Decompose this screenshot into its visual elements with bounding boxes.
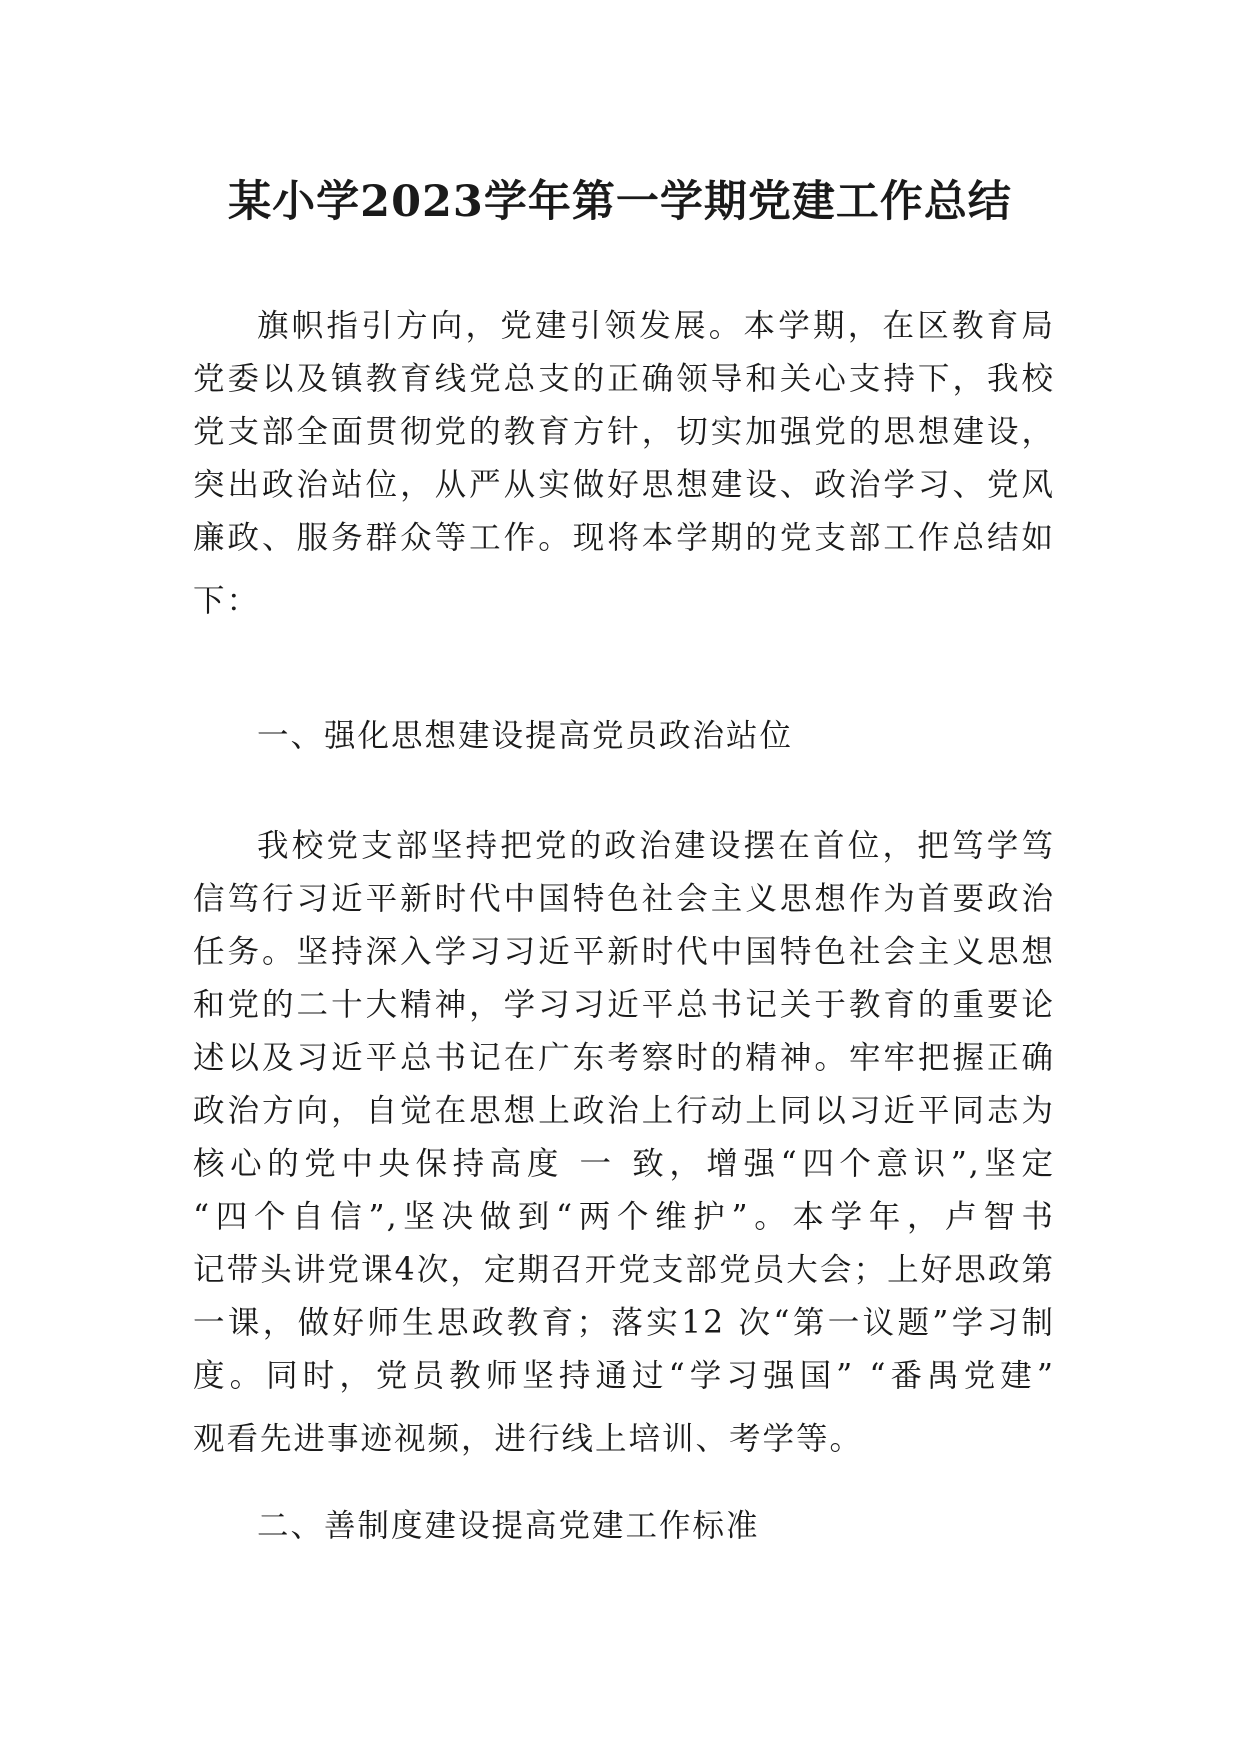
paragraph-line: 一课，做好师生思政教育；落实12 次“第一议题”学习制: [193, 1305, 1055, 1341]
paragraph-line: 观看先进事迹视频，进行线上培训、考学等。: [193, 1421, 864, 1457]
paragraph-line: 信笃行习近平新时代中国特色社会主义思想作为首要政治: [193, 881, 1055, 917]
paragraph-line: 下：: [193, 583, 261, 619]
paragraph-line: 党委以及镇教育线党总支的正确领导和关心支持下，我校: [193, 361, 1055, 397]
paragraph-line: 政治方向，自觉在思想上政治上行动上同以习近平同志为: [193, 1093, 1055, 1129]
intro-paragraph: [193, 300, 1055, 628]
paragraph-line: 旗帜指引方向，党建引领发展。本学期，在区教育局: [257, 308, 1055, 344]
paragraph-line: 和党的二十大精神，学习习近平总书记关于教育的重要论: [193, 987, 1055, 1023]
section-1-paragraph: [193, 820, 1055, 1466]
paragraph-line: 廉政、服务群众等工作。现将本学期的党支部工作总结如: [193, 520, 1055, 556]
document-title: 某小学2023学年第一学期党建工作总结: [228, 177, 1012, 227]
paragraph-line: 述以及习近平总书记在广东考察时的精神。牢牢把握正确: [193, 1040, 1055, 1076]
paragraph-line: “四个自信”,坚决做到“两个维护”。本学年，卢智书: [193, 1199, 1055, 1235]
paragraph-line: 任务。坚持深入学习习近平新时代中国特色社会主义思想: [193, 934, 1055, 970]
paragraph-line: 党支部全面贯彻党的教育方针，切实加强党的思想建设，: [193, 414, 1055, 450]
paragraph-line: 核心的党中央保持高度 一 致，增强“四个意识”,坚定: [193, 1146, 1055, 1182]
section-heading-2: 二、善制度建设提高党建工作标准: [257, 1508, 760, 1544]
paragraph-line: 突出政治站位，从严从实做好思想建设、政治学习、党风: [193, 467, 1055, 503]
paragraph-line: 我校党支部坚持把党的政治建设摆在首位，把笃学笃: [257, 828, 1055, 864]
section-heading-1: 一、强化思想建设提高党员政治站位: [257, 718, 794, 754]
paragraph-line: 度。同时，党员教师坚持通过“学习强国” “番禺党建”: [193, 1358, 1055, 1394]
paragraph-line: 记带头讲党课4次，定期召开党支部党员大会；上好思政第: [193, 1252, 1055, 1288]
